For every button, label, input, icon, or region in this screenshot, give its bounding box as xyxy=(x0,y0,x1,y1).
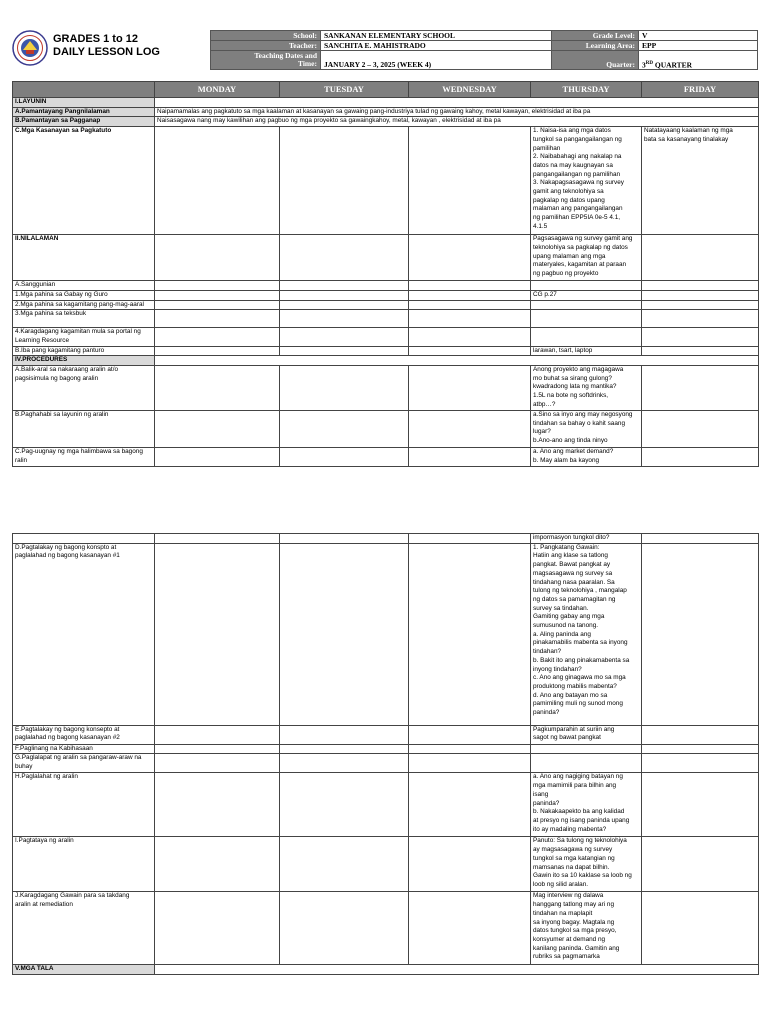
row-label-kagamitang-pang-mag-aaral: 2.Mga pahina sa kagamitang pang-mag-aaral xyxy=(13,300,155,310)
empty-cell xyxy=(280,534,409,544)
quarter-value xyxy=(639,51,758,70)
empty-cell xyxy=(409,346,531,356)
empty-cell xyxy=(155,754,280,773)
row-label-teksbuk: 3.Mga pahina sa teksbuk xyxy=(13,310,155,328)
empty-cell xyxy=(280,892,409,965)
row-label-paghahabi: B.Paghahabi sa layunin ng aralin xyxy=(13,411,155,448)
empty-cell xyxy=(409,725,531,744)
empty-cell xyxy=(155,892,280,965)
row-label-paglalapat: G.Paglalapat ng aralin sa pangaraw-araw na buhay xyxy=(13,754,155,773)
row-label-gabay-ng-guro: 1.Mga pahina sa Gabay ng Guro xyxy=(13,290,155,300)
teaching-dates-label xyxy=(211,51,321,70)
empty-cell xyxy=(642,411,759,448)
pagtataya-thursday: Panuto: Sa tulong ng teknolohiya ay magsasagawa ng survey tungkol sa mga katangian ng mamsanas na dapat bilhin. Gawin ito sa 10 kaklase sa loob ng loob ng silid aralan. xyxy=(531,837,642,892)
row-label-kasanayan: C.Mga Kasanayan sa Pagkatuto xyxy=(13,127,155,235)
learning-area-label: Learning Area: xyxy=(552,41,639,51)
empty-cell xyxy=(280,310,409,328)
row-label-pamantayang-pangnilalaman: A.Pamantayang Pangnilalaman xyxy=(13,107,155,117)
pag-uugnay-line1: a. Ano ang market demand? xyxy=(533,448,614,456)
empty-cell xyxy=(642,310,759,328)
row-label-pagtalakay-1: D.Pagtalakay ng bagong konspto at paglalahad ng bagong kasanayan #1 xyxy=(13,543,155,725)
empty-cell xyxy=(280,346,409,356)
empty-cell xyxy=(409,773,531,837)
section-mga-tala: V.MGA TALA xyxy=(13,965,155,975)
empty-cell xyxy=(642,328,759,346)
empty-cell xyxy=(280,837,409,892)
pagtalakay-2-thursday: Pagkumparahin at suriin ang sagot ng bawat pangkat xyxy=(531,725,642,744)
empty-cell xyxy=(409,290,531,300)
row-label-karagdagang-gawain: J.Karagdagang Gawain para sa takdang aralin at remediation xyxy=(13,892,155,965)
empty-cell xyxy=(155,328,280,346)
empty-cell xyxy=(531,328,642,346)
empty-cell xyxy=(531,744,642,754)
nilalaman-thursday: Pagsasagawa ng survey gamit ang teknolohiya sa pagkalap ng datos upang malaman ang mga materyales, kagamitan at paraan ng pagbuo ng proyekto xyxy=(531,235,642,281)
empty-cell xyxy=(155,356,759,366)
empty-cell xyxy=(642,235,759,281)
section-procedures: IV.PROCEDURES xyxy=(13,356,155,366)
empty-cell xyxy=(531,300,642,310)
teaching-dates-value: JANUARY 2 – 3, 2025 (WEEK 4) xyxy=(321,51,552,70)
teaching-dates-label-line1: Teaching Dates and xyxy=(254,51,317,60)
title-line1: GRADES 1 to 12 xyxy=(53,33,138,45)
empty-cell xyxy=(409,411,531,448)
empty-cell xyxy=(642,773,759,837)
empty-cell xyxy=(642,754,759,773)
empty-cell xyxy=(280,290,409,300)
empty-cell xyxy=(280,744,409,754)
empty-cell xyxy=(155,310,280,328)
corner-header-cell xyxy=(13,82,155,98)
empty-cell xyxy=(280,127,409,235)
empty-cell xyxy=(155,837,280,892)
learning-area-value: EPP xyxy=(639,41,758,51)
empty-cell xyxy=(409,534,531,544)
empty-cell xyxy=(409,366,531,411)
quarter-label: Quarter: xyxy=(552,51,639,70)
empty-cell xyxy=(642,837,759,892)
row-label-sanggunian: A.Sanggunian xyxy=(13,281,155,291)
title-line2: DAILY LESSON LOG xyxy=(53,46,160,58)
pamantayang-pangnilalaman-text: Naipamamalas ang pagkatuto sa mga kaalaman at kasanayan sa gawaing pang-industriya tulad ng gawaing kahoy, metal kawayan, elektrisidad at iba pa xyxy=(155,107,759,117)
row-label-paglinang: F.Paglinang na Kabihasaan xyxy=(13,744,155,754)
empty-cell xyxy=(409,127,531,235)
empty-cell xyxy=(155,300,280,310)
empty-cell xyxy=(642,290,759,300)
iba-pang-kagamitan-thursday: larawan, tsart, laptop xyxy=(531,346,642,356)
row-label-iba-pang-kagamitan: B.Iba pang kagamitang panturo xyxy=(13,346,155,356)
empty-cell xyxy=(280,773,409,837)
empty-cell xyxy=(155,346,280,356)
empty-cell xyxy=(155,366,280,411)
empty-cell xyxy=(409,328,531,346)
empty-cell xyxy=(642,892,759,965)
quarter-word: QUARTER xyxy=(652,60,693,69)
lesson-log-table-page1 xyxy=(12,81,759,467)
teacher-label: Teacher: xyxy=(211,41,321,51)
empty-cell xyxy=(155,448,280,467)
row-label-paglalahat: H.Paglalahat ng aralin xyxy=(13,773,155,837)
row-label-balik-aral: A.Balik-aral sa nakaraang aralin at/o pagsisimula ng bagong aralin xyxy=(13,366,155,411)
row-label-pagtalakay-2: E.Pagtalakay ng bagong konsepto at paglalahad ng bagong kasanayan #2 xyxy=(13,725,155,744)
empty-cell xyxy=(642,448,759,467)
empty-cell xyxy=(409,754,531,773)
teaching-dates-label-line2: Time: xyxy=(297,59,317,68)
school-value: SANKANAN ELEMENTARY SCHOOL xyxy=(321,31,552,41)
empty-cell xyxy=(409,310,531,328)
empty-cell xyxy=(409,448,531,467)
empty-cell xyxy=(531,310,642,328)
empty-cell xyxy=(642,281,759,291)
empty-cell xyxy=(155,281,280,291)
empty-cell xyxy=(409,235,531,281)
empty-cell xyxy=(155,534,280,544)
empty-cell xyxy=(409,892,531,965)
empty-cell xyxy=(155,290,280,300)
empty-cell xyxy=(642,543,759,725)
empty-cell xyxy=(155,98,759,108)
empty-cell xyxy=(531,754,642,773)
lesson-log-header xyxy=(12,30,758,70)
empty-cell xyxy=(409,300,531,310)
empty-cell xyxy=(280,543,409,725)
pag-uugnay-line2: b. May alam ba kayong xyxy=(533,456,600,464)
row-label-learning-resource-portal: 4.Karagdagang kagamitan mula sa portal ng Learning Resource xyxy=(13,328,155,346)
empty-cell xyxy=(409,837,531,892)
lesson-log-table-page2 xyxy=(12,533,759,975)
empty-cell xyxy=(280,366,409,411)
empty-cell xyxy=(155,411,280,448)
empty-cell xyxy=(155,127,280,235)
kasanayan-thursday: 1. Naisa-isa ang mga datos tungkol sa pangangailangan ng pamilihan 2. Naibabahagi ang nakalap na datos na may kaugnayan sa pangangailangan ng pamilihan 3. Nakapagsasagawa ng survey gamit ang teknolohiya sa pagkalap ng datos upang malaman ang pangangailangan ng pamilihan EPP5IA 0e-5 4.1, 4.1.5 xyxy=(531,127,642,235)
empty-cell xyxy=(642,366,759,411)
empty-cell xyxy=(642,346,759,356)
document-title xyxy=(53,33,160,59)
school-label: School: xyxy=(211,31,321,41)
empty-cell xyxy=(280,725,409,744)
gabay-ng-guro-thursday: CG p.27 xyxy=(531,290,642,300)
empty-cell xyxy=(409,744,531,754)
empty-cell xyxy=(13,534,155,544)
deped-seal-icon xyxy=(12,30,48,66)
empty-cell xyxy=(280,300,409,310)
day-friday: FRIDAY xyxy=(642,82,759,98)
kasanayan-friday: Natatayaang kaalaman ng mga bata sa kasanayang tinalakay xyxy=(642,127,759,235)
empty-cell xyxy=(280,448,409,467)
empty-cell xyxy=(155,725,280,744)
empty-cell xyxy=(642,744,759,754)
day-monday: MONDAY xyxy=(155,82,280,98)
empty-cell xyxy=(280,411,409,448)
grade-level-value: V xyxy=(639,31,758,41)
day-thursday: THURSDAY xyxy=(531,82,642,98)
row-label-nilalaman: II.NILALAMAN xyxy=(13,235,155,281)
balik-aral-thursday: Anong proyekto ang magagawa mo buhat sa sirang gulong? kwadradong lata ng mantika? 1.5L na bote ng softdrinks, atbp…? xyxy=(531,366,642,411)
grade-level-label: Grade Level: xyxy=(552,31,639,41)
empty-cell xyxy=(642,300,759,310)
row-label-pagtataya: I.Pagtataya ng aralin xyxy=(13,837,155,892)
quarter-number: 3 xyxy=(642,60,646,69)
empty-cell xyxy=(409,281,531,291)
quarter-suffix: RD xyxy=(645,60,653,66)
empty-cell xyxy=(155,543,280,725)
pamantayan-sa-pagganap-text: Naisasagawa nang may kawilihan ang pagbuo ng mga proyekto sa gawaingkahoy, metal, kawayan , elektrisidad at iba pa xyxy=(155,117,759,127)
header-info-table xyxy=(210,30,758,70)
day-wednesday: WEDNESDAY xyxy=(409,82,531,98)
empty-cell xyxy=(280,328,409,346)
day-tuesday: TUESDAY xyxy=(280,82,409,98)
empty-cell xyxy=(280,235,409,281)
row-label-pag-uugnay: C.Pag-uugnay ng mga halimbawa sa bagong ralin xyxy=(13,448,155,467)
karagdagang-gawain-thursday: Mag interview ng dalawa hanggang tatlong may ari ng tindahan na maplapit sa inyong bagay. Magtala ng datos tungkol sa mga presyo, konsyumer at demand ng kanilang paninda. Gamitin ang rubriks sa pagmamarka xyxy=(531,892,642,965)
empty-cell xyxy=(409,543,531,725)
pag-uugnay-continued-thursday: impormasyon tungkol dito? xyxy=(531,534,642,544)
empty-cell xyxy=(155,744,280,754)
empty-cell xyxy=(280,754,409,773)
paglalahat-thursday: a. Ano ang nagiging batayan ng mga mamimili para bilhin ang isang paninda? b. Nakakaapekto ba ang kalidad at presyo ng isang paninda upang ito ay madaling mabenta? xyxy=(531,773,642,837)
empty-cell xyxy=(280,281,409,291)
row-label-pamantayan-sa-pagganap: B.Pamantayan sa Pagganap xyxy=(13,117,155,127)
paghahabi-thursday: a.Sino sa inyo ang may negosyong tindahan sa bahay o kahit saang lugar? b.Ano-ano ang tinda ninyo xyxy=(531,411,642,448)
teacher-value: SANCHITA E. MAHISTRADO xyxy=(321,41,552,51)
empty-cell xyxy=(531,281,642,291)
section-layunin: I.LAYUNIN xyxy=(13,98,155,108)
empty-cell xyxy=(642,534,759,544)
empty-cell xyxy=(642,725,759,744)
empty-cell xyxy=(155,965,759,975)
empty-cell xyxy=(155,235,280,281)
empty-cell xyxy=(155,773,280,837)
pag-uugnay-thursday xyxy=(531,448,642,467)
pagtalakay-1-thursday: 1. Pangkatang Gawain: Hatiin ang klase sa tatlong pangkat. Bawat pangkat ay magsasagawa ng survey sa tindahang nasa paaralan. Sa tulong ng teknolohiya , mangalap ng datos sa pamamagitan ng survey sa tindahan. Gamiting gabay ang mga sumusunod na tanong. a. Aling paninda ang pinakamabilis mabenta sa inyong tindahan? b. Bakit ito ang pinakamabenta sa inyong tindahan? c. Ano ang ginagawa mo sa mga produktong mabilis mabenta? d. Ano ang batayan mo sa pamimiling muli ng sunod mong paninda? xyxy=(531,543,642,725)
